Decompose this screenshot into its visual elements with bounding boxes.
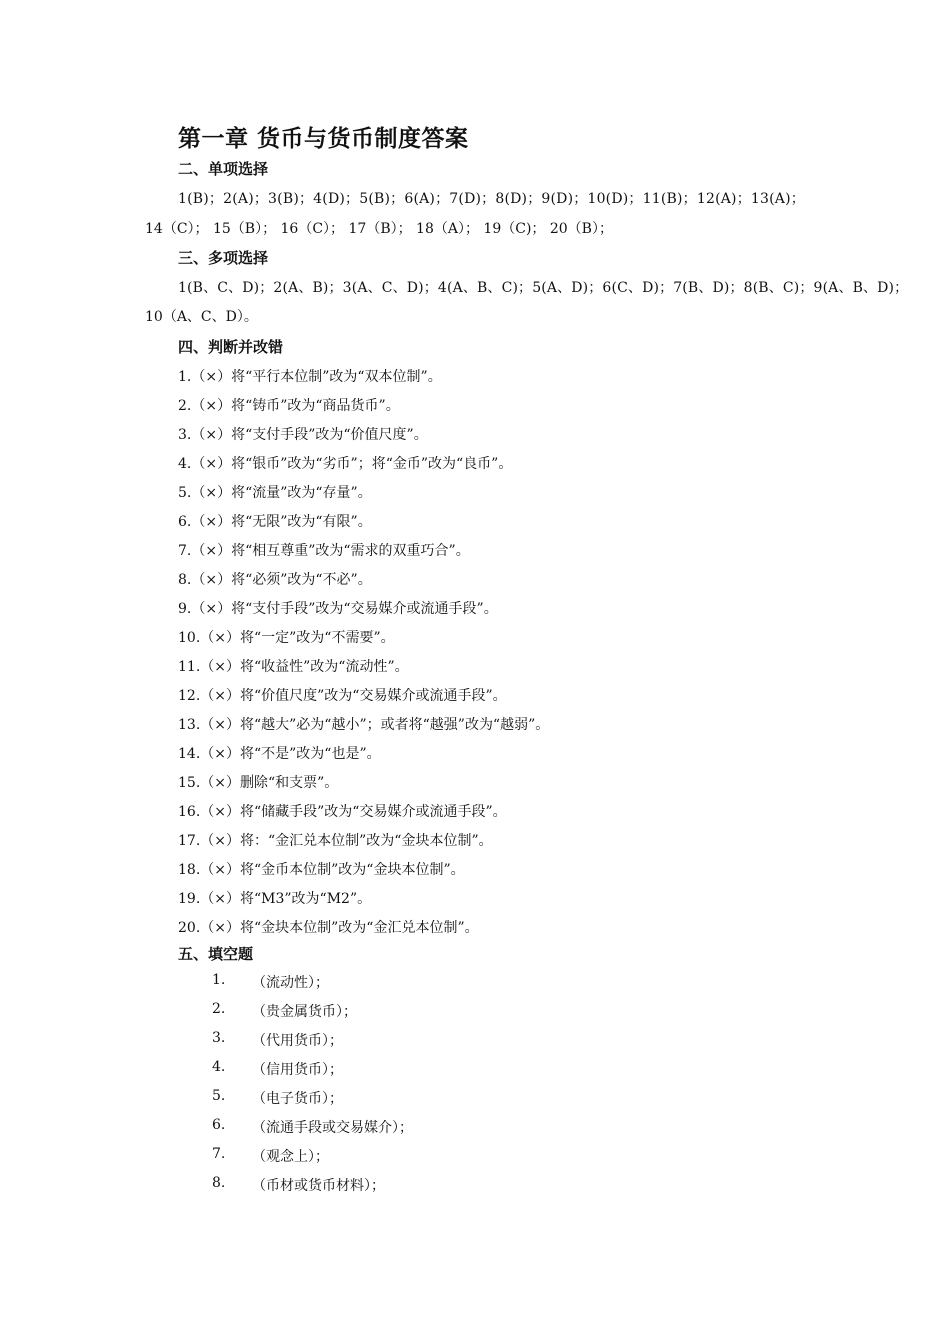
judge-item: 15.（×）删除“和支票”。 — [178, 775, 339, 791]
section-heading-true-false: 四、判断并改错 — [178, 338, 284, 356]
judge-item: 4.（×）将“银币”改为“劣币”；将“金币”改为“良币”。 — [178, 456, 513, 472]
fill-item-answer: （流动性）； — [252, 975, 329, 991]
fill-item-number: 5. — [212, 1088, 226, 1104]
fill-item-number: 3. — [212, 1030, 226, 1046]
judge-item: 11.（×）将“收益性”改为“流动性”。 — [178, 659, 409, 675]
fill-item-answer: （电子货币）； — [252, 1091, 343, 1107]
fill-item-number: 2. — [212, 1001, 226, 1017]
fill-item-number: 1. — [212, 972, 226, 988]
judge-item: 13.（×）将“越大”必为“越小”；或者将“越强”改为“越弱”。 — [178, 717, 550, 733]
multiple-choice-answers-line-1: 1(B、C、D)；2(A、B)；3(A、C、D)；4(A、B、C)；5(A、D)；6(C、D)；7(B、D)；8(B、C)；9(A、B、D)； — [178, 280, 909, 296]
judge-item: 14.（×）将“不是”改为“也是”。 — [178, 746, 381, 762]
section-heading-fill-blank: 五、填空题 — [178, 945, 254, 963]
judge-item: 10.（×）将“一定”改为“不需要”。 — [178, 630, 395, 646]
fill-item-answer: （流通手段或交易媒介）； — [252, 1120, 413, 1136]
judge-item: 9.（×）将“支付手段”改为“交易媒介或流通手段”。 — [178, 601, 498, 617]
single-choice-answers-line-1: 1(B)；2(A)；3(B)；4(D)；5(B)；6(A)；7(D)；8(D)；9(D)；10(D)；11(B)；12(A)；13(A)； — [178, 191, 805, 207]
fill-item-answer: （贵金属货币）； — [252, 1004, 357, 1020]
judge-item: 20.（×）将“金块本位制”改为“金汇兑本位制”。 — [178, 920, 479, 936]
judge-item: 1.（×）将“平行本位制”改为“双本位制”。 — [178, 369, 442, 385]
judge-item: 16.（×）将“储藏手段”改为“交易媒介或流通手段”。 — [178, 804, 507, 820]
judge-item: 12.（×）将“价值尺度”改为“交易媒介或流通手段”。 — [178, 688, 507, 704]
section-heading-multiple-choice: 三、多项选择 — [178, 249, 269, 267]
judge-item: 19.（×）将“M3”改为“M2”。 — [178, 891, 372, 907]
fill-item-answer: （代用货币）； — [252, 1033, 343, 1049]
judge-item: 5.（×）将“流量”改为“存量”。 — [178, 485, 372, 501]
fill-item-answer: （观念上）； — [252, 1149, 329, 1165]
judge-item: 6.（×）将“无限”改为“有限”。 — [178, 514, 372, 530]
multiple-choice-answers-line-2: 10（A、C、D）。 — [145, 309, 258, 325]
fill-item-answer: （币材或货币材料）； — [252, 1178, 385, 1194]
fill-item-number: 6. — [212, 1117, 226, 1133]
judge-item: 18.（×）将“金币本位制”改为“金块本位制”。 — [178, 862, 465, 878]
judge-item: 2.（×）将“铸币”改为“商品货币”。 — [178, 398, 400, 414]
section-heading-single-choice: 二、单项选择 — [178, 160, 269, 178]
judge-item: 7.（×）将“相互尊重”改为“需求的双重巧合”。 — [178, 543, 470, 559]
page-title: 第一章 货币与货币制度答案 — [178, 126, 469, 152]
judge-item: 8.（×）将“必须”改为“不必”。 — [178, 572, 372, 588]
judge-item: 17.（×）将：“金汇兑本位制”改为“金块本位制”。 — [178, 833, 493, 849]
fill-item-number: 4. — [212, 1059, 226, 1075]
fill-item-number: 8. — [212, 1175, 226, 1191]
fill-item-answer: （信用货币）； — [252, 1062, 343, 1078]
single-choice-answers-line-2: 14（C）； 15（B）； 16（C）； 17（B）； 18（A）； 19（C)； 20（B）； — [145, 221, 613, 237]
fill-item-number: 7. — [212, 1146, 226, 1162]
judge-item: 3.（×）将“支付手段”改为“价值尺度”。 — [178, 427, 428, 443]
